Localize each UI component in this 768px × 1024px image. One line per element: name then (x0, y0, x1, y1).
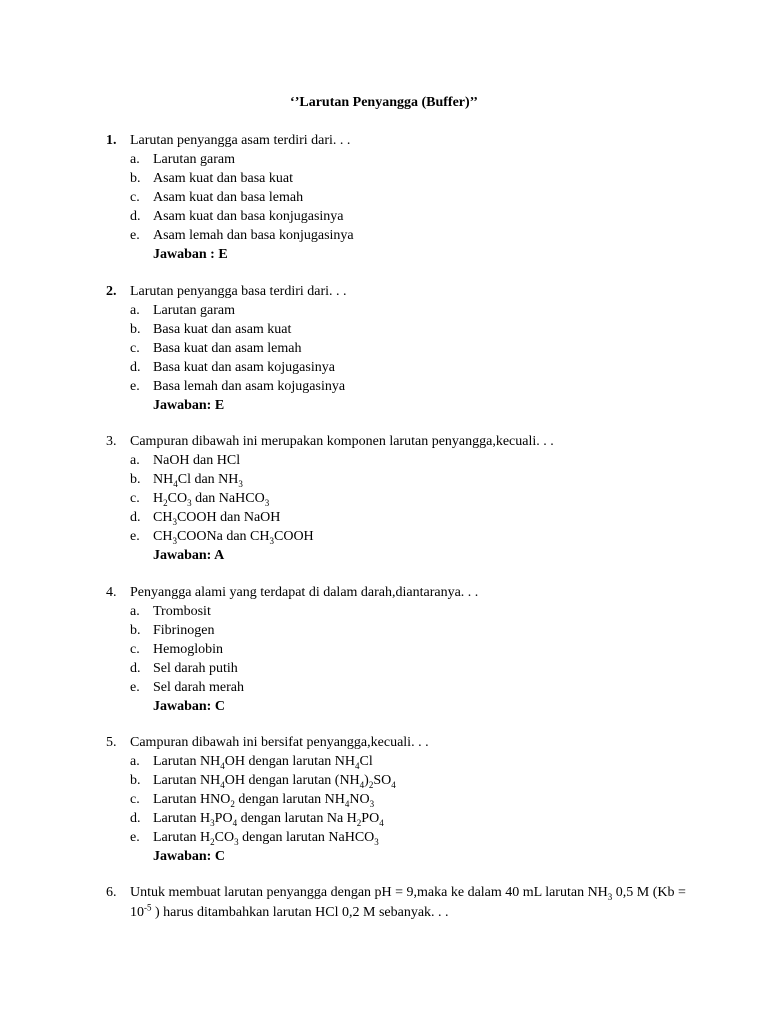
option-c (106, 339, 706, 358)
question-text: Larutan penyangga asam terdiri dari. . . (130, 133, 351, 148)
option-text: Basa kuat dan asam kojugasinya (153, 360, 335, 375)
option-e (106, 527, 706, 546)
answer-text: Jawaban: C (153, 699, 225, 714)
option-c (106, 489, 706, 508)
option-c (106, 188, 706, 207)
option-text: Basa kuat dan asam lemah (153, 341, 302, 356)
option-text: $CH_3COONa$ dan $CH_3COOH$ (153, 529, 314, 546)
option-text: Larutan garam (153, 303, 236, 318)
option-letter: c. (130, 792, 140, 807)
answer-text: Jawaban: C (153, 849, 225, 864)
option-a (106, 602, 706, 621)
option-letter: d. (130, 510, 141, 525)
option-b (106, 169, 706, 188)
option-letter: e. (130, 379, 140, 394)
option-letter: a. (130, 303, 140, 318)
option-text: Sel darah putih (153, 661, 238, 676)
option-d (106, 358, 706, 377)
option-letter: e. (130, 830, 140, 845)
option-e (106, 678, 706, 697)
answer-line (106, 546, 706, 565)
option-text: Larutan $NH_4OH$ dengan larutan $NH_4Cl$ (153, 754, 373, 771)
option-letter: b. (130, 472, 141, 487)
document-title: ‘’Larutan Penyangga (Buffer)’’ (290, 95, 478, 110)
option-letter: e. (130, 680, 140, 695)
option-a (106, 752, 706, 771)
option-letter: c. (130, 190, 140, 205)
option-text: Larutan $HNO_2$ dengan larutan $NH_4NO_3$ (153, 792, 375, 809)
question-number: 5. (106, 735, 117, 750)
question-number: 1. (106, 133, 117, 148)
option-c (106, 790, 706, 809)
question-text: Penyangga alami yang terdapat di dalam darah,diantaranya. . . (130, 585, 479, 600)
answer-text: Jawaban: A (153, 548, 225, 563)
option-text: Fibrinogen (153, 623, 215, 638)
option-text: Larutan $H_3PO_4$ dengan larutan Na $H_2PO_4$ (153, 811, 384, 828)
option-text: Trombosit (153, 604, 211, 619)
option-e (106, 226, 706, 245)
option-b (106, 470, 706, 489)
answer-text: Jawaban : E (153, 247, 228, 262)
option-text: Hemoglobin (153, 642, 223, 657)
answer-text: Jawaban: E (153, 398, 225, 413)
option-b (106, 621, 706, 640)
option-text: Basa kuat dan asam kuat (153, 322, 292, 337)
option-letter: a. (130, 754, 140, 769)
option-c (106, 640, 706, 659)
option-letter: b. (130, 623, 141, 638)
answer-line (106, 697, 706, 716)
option-letter: a. (130, 604, 140, 619)
option-e (106, 377, 706, 396)
option-text: Larutan $NH_4OH$ dengan larutan $(NH_4)_2SO_4$ (153, 773, 396, 790)
option-letter: b. (130, 171, 141, 186)
option-a (106, 301, 706, 320)
option-text: Asam kuat dan basa lemah (153, 190, 304, 205)
question-number: 6. (106, 885, 117, 900)
option-letter: c. (130, 642, 140, 657)
option-letter: e. (130, 529, 140, 544)
question-number: 2. (106, 284, 117, 299)
option-text: $H_2CO_3$ dan NaHCO$_3$ (153, 491, 270, 508)
question-5 (106, 733, 706, 866)
option-text: Larutan $H_2CO_3$ dengan larutan NaHCO$_3$ (153, 830, 379, 847)
question-number: 3. (106, 434, 117, 449)
question-text: Campuran dibawah ini merupakan komponen larutan penyangga,kecuali. . . (130, 434, 554, 449)
option-letter: a. (130, 453, 140, 468)
option-text: Asam kuat dan basa kuat (153, 171, 293, 186)
option-d (106, 508, 706, 527)
option-letter: b. (130, 773, 141, 788)
option-letter: a. (130, 152, 140, 167)
option-letter: e. (130, 228, 140, 243)
option-text: Basa lemah dan asam kojugasinya (153, 379, 346, 394)
question-2 (106, 282, 706, 415)
option-text: Larutan garam (153, 152, 236, 167)
answer-line (106, 245, 706, 264)
option-letter: b. (130, 322, 141, 337)
option-text: $NH_4Cl$ dan $NH_3$ (153, 472, 243, 489)
option-letter: c. (130, 341, 140, 356)
option-text: Asam kuat dan basa konjugasinya (153, 209, 344, 224)
question-text: Larutan penyangga basa terdiri dari. . . (130, 284, 347, 299)
option-letter: c. (130, 491, 140, 506)
option-letter: d. (130, 661, 141, 676)
option-d (106, 207, 706, 226)
option-letter: d. (130, 811, 141, 826)
question-text: Untuk membuat larutan penyangga dengan pH = 9,maka ke dalam 40 mL larutan $NH_3$ 0,5 M ($Kb = 10^{-5}$ ) harus ditambahkan larutan HCl 0,2 M sebanyak. . . (130, 885, 686, 920)
option-text: $CH_3COOH$ dan NaOH (153, 510, 281, 527)
option-e (106, 828, 706, 847)
option-a (106, 451, 706, 470)
option-letter: d. (130, 209, 141, 224)
option-letter: d. (130, 360, 141, 375)
question-4 (106, 583, 706, 716)
answer-line (106, 847, 706, 866)
question-3 (106, 432, 706, 565)
question-1 (106, 131, 706, 264)
option-b (106, 771, 706, 790)
question-number: 4. (106, 585, 117, 600)
option-text: NaOH dan HCl (153, 453, 241, 468)
option-b (106, 320, 706, 339)
question-6 (106, 883, 706, 923)
answer-line (106, 396, 706, 415)
option-text: Sel darah merah (153, 680, 244, 695)
option-d (106, 659, 706, 678)
option-d (106, 809, 706, 828)
question-text: Campuran dibawah ini bersifat penyangga,kecuali. . . (130, 735, 429, 750)
option-text: Asam lemah dan basa konjugasinya (153, 228, 354, 243)
option-a (106, 150, 706, 169)
